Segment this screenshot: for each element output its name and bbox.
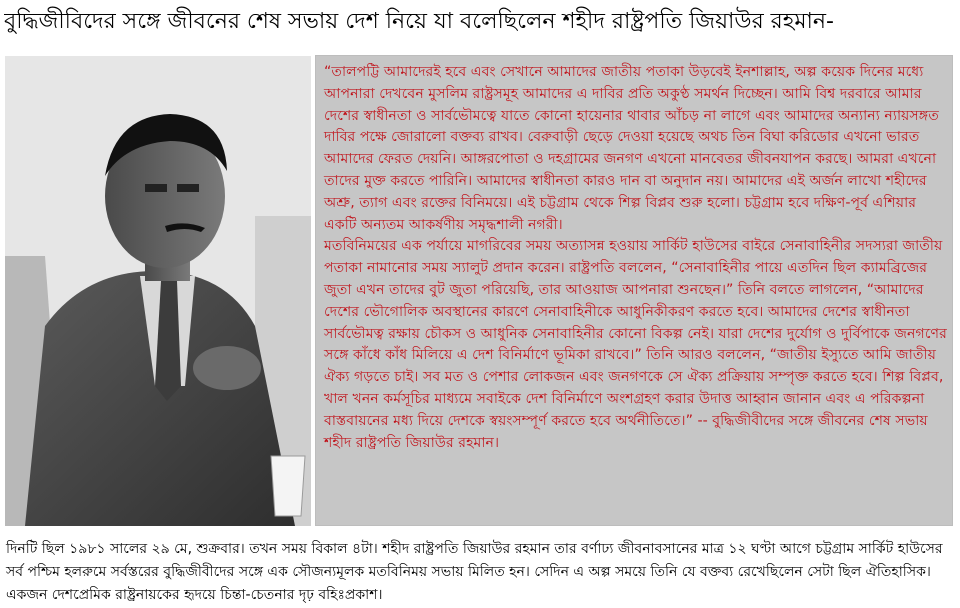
page-title: বুদ্ধিজীবিদের সঙ্গে জীবনের শেষ সভায় দেশ নিয়ে যা বলেছিলেন শহীদ রাষ্ট্রপতি জিয়াউর রহমান- [4, 9, 834, 34]
quote-box [315, 55, 953, 526]
quote-paragraph-2: মতবিনিময়ের এক পর্যায়ে মাগরিবের সময় অত্যাসন্ন হওয়ায় সার্কিট হাউসের বাইরে সেনাবাহিনীর সদস্যরা জাতীয় পতাকা নামানোর সময় স্যালুট প্রদান করেন। রাষ্ট্রপতি বললেন, “সেনাবাহিনীর পায়ে এতদিন ছিল ক্যামব্রিজের জুতা এখন তাদের বুট জুতা পরিয়েছি, তার আওয়াজ আপনারা শুনছেন।” তিনি বলতে লাগলেন, “আমাদের দেশের ভৌগোলিক অবস্থানের কারণে সেনাবাহিনীকে আধুনিকীকরণ করতে হবে। আমাদের দেশের স্বাধীনতা সার্বভৌমত্ব রক্ষায় চৌকস ও আধুনিক সেনাবাহিনীর কোনো বিকল্প নেই। যারা দেশের দুর্যোগ ও দুর্বিপাকে জনগণের সঙ্গে কাঁধে কাঁধ মিলিয়ে এ দেশ বিনির্মাণে ভূমিকা রাখবে।” তিনি আরও বললেন, “জাতীয় ইস্যুতে আমি জাতীয় ঐক্য গড়তে চাই। সব মত ও পেশার লোকজন এবং জনগণকে সে ঐক্য প্রক্রিয়ায় সম্পৃক্ত করতে হবে। শিল্প বিপ্লব, খাল খনন কর্মসূচির মাধ্যমে সবাইকে দেশ বিনির্মাণে অংশগ্রহণ করার উদাত্ত আহ্বান জানান এবং এ পরিকল্পনা বাস্তবায়নের মধ্য দিয়ে দেশকে স্বয়ংসম্পূর্ণ করতে হবে অর্থনীতিতে।” -- বুদ্ধিজীবীদের সঙ্গে জীবনের শেষ সভায় শহীদ রাষ্ট্রপতি জিয়াউর রহমান। [324, 238, 947, 451]
caption [6, 538, 956, 607]
quote-paragraph-1: “তালপট্টি আমাদেরই হবে এবং সেখানে আমাদের জাতীয় পতাকা উড়বেই ইনশাল্লাহ, অল্প কয়েক দিনের মধ্যে আপনারা দেখবেন মুসলিম রাষ্ট্রসমূহ আমাদের এ দাবির প্রতি অকুণ্ঠ সমর্থন দিচ্ছেন। আমি বিশ্ব দরবারে আমার দেশের স্বাধীনতা ও সার্বভৌমত্বে যাতে কোনো হায়েনার থাবার আঁচড় না লাগে এবং আমাদের অন্যান্য ন্যায়সঙ্গত দাবির পক্ষে জোরালো বক্তব্য রাখব। বেরুবাড়ী ছেড়ে দেওয়া হয়েছে অথচ তিন বিঘা করিডোর এখনো ভারত আমাদের ফেরত দেয়নি। আঙ্গরপোতা ও দহগ্রামের জনগণ এখনো মানবেতর জীবনযাপন করছে। আমরা এখনো তাদের মুক্ত করতে পারিনি। আমাদের স্বাধীনতা কারও দান বা অনুদান নয়। আমাদের এই অর্জন লাখো শহীদের অশ্রু, ত্যাগ এবং রক্তের বিনিময়ে। এই চট্টগ্রাম থেকে শিল্প বিপ্লব শুরু হলো। চট্টগ্রাম হবে দক্ষিণ-পূর্ব এশিয়ার একটি অন্যতম আকর্ষণীয় সমৃদ্ধশালী নগরী। [324, 64, 939, 233]
portrait-illustration [5, 56, 311, 526]
caption-text: দিনটি ছিল ১৯৮১ সালের ২৯ মে, শুক্রবার। তখন সময় বিকাল ৪টা। শহীদ রাষ্ট্রপতি জিয়াউর রহমান তার বর্ণাঢ্য জীবনাবসানের মাত্র ১২ ঘণ্টা আগে চট্টগ্রাম সার্কিট হাউসের সর্ব পশ্চিম হলরুমে সর্বস্তরের বুদ্ধিজীবীদের সঙ্গে এক সৌজন্যমূলক মতবিনিময় সভায় মিলিত হন। সেদিন এ অল্প সময়ে তিনি যে বক্তব্য রেখেছিলেন সেটা ছিল ঐতিহাসিক। একজন দেশপ্রেমিক রাষ্ট্রনায়কের হৃদয়ে চিন্তা-চেতনার দৃঢ় বহিঃপ্রকাশ। [6, 541, 943, 603]
portrait-photo [5, 56, 311, 526]
